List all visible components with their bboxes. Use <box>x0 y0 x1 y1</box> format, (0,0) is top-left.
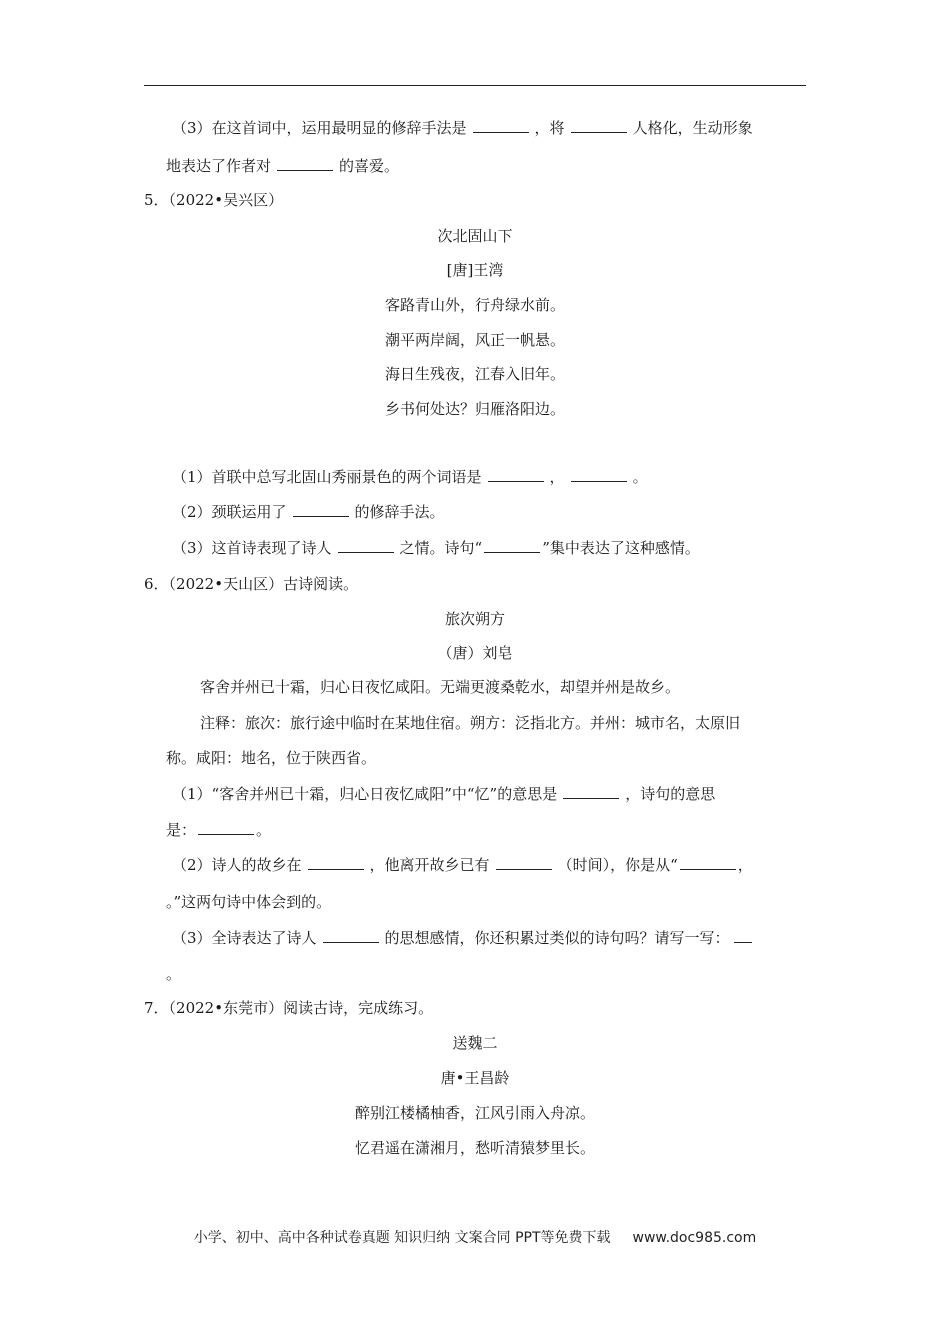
answer-blank[interactable] <box>293 502 349 517</box>
answer-blank[interactable] <box>563 784 619 799</box>
q6-item3-line2: 。 <box>166 965 182 983</box>
q6-poem-author: （唐）刘皂 <box>437 644 513 662</box>
footer-text: 小学、初中、高中各种试卷真题 知识归纳 文案合同 PPT等免费下载 <box>193 1230 611 1246</box>
answer-blank[interactable] <box>277 156 333 171</box>
q6-item2-line1: （2）诗人的故乡在 ，他离开故乡已有 （时间），你是从“ ， <box>172 856 753 874</box>
answer-blank[interactable] <box>323 928 379 943</box>
q5-poem-author: [唐]王湾 <box>446 261 504 279</box>
q6-item1-line1: （1）“客舍并州已十霜，归心日夜忆咸阳”中“忆”的意思是 ，诗句的意思 <box>172 785 716 803</box>
q6-item3-line1: （3）全诗表达了诗人 的思想感情，你还积累过类似的诗句吗？请写一写： <box>172 928 752 948</box>
q5-poem-line: 海日生残夜，江春入旧年。 <box>384 365 565 383</box>
q6-item1-line2: 是： 。 <box>166 821 272 839</box>
q5-header: 5．（2022•吴兴区） <box>144 191 284 209</box>
answer-blank[interactable] <box>680 855 736 870</box>
q5-item1: （1）首联中总写北固山秀丽景色的两个词语是 ， 。 <box>172 468 648 486</box>
q6-poem-title: 旅次朔方 <box>444 610 505 628</box>
q6-note-line1: 注释：旅次：旅行途中临时在某地住宿。朔方：泛指北方。并州：城市名，太原旧 <box>200 714 741 732</box>
q5-poem-line: 乡书何处达？归雁洛阳边。 <box>384 400 565 418</box>
answer-blank[interactable] <box>571 467 627 482</box>
q7-poem-title: 送魏二 <box>452 1034 498 1052</box>
q5-poem-title: 次北固山下 <box>437 227 513 245</box>
q7-poem-author: 唐•王昌龄 <box>440 1069 510 1087</box>
answer-blank[interactable] <box>496 855 552 870</box>
answer-blank[interactable] <box>484 538 540 553</box>
q4-item3-line1: （3）在这首词中，运用最明显的修辞手法是 ，将 人格化，生动形象 <box>172 119 753 137</box>
q5-item2: （2）颈联运用了 的修辞手法。 <box>172 503 445 521</box>
footer-url[interactable]: www.doc985.com <box>632 1230 757 1246</box>
q5-poem-line: 客路青山外，行舟绿水前。 <box>384 296 565 314</box>
q5-item3: （3）这首诗表现了诗人 之情。诗句“ ”集中表达了这种感情。 <box>172 539 700 557</box>
answer-blank[interactable] <box>198 820 254 835</box>
answer-blank[interactable] <box>338 538 394 553</box>
answer-blank[interactable] <box>571 118 627 133</box>
q7-poem-line: 忆君遥在潇湘月，愁听清猿梦里长。 <box>354 1139 595 1157</box>
q6-item2-line2: 。”这两句诗中体会到的。 <box>166 893 332 911</box>
q6-note-line2: 称。咸阳：地名，位于陕西省。 <box>166 749 377 767</box>
header-rule <box>144 85 806 86</box>
q6-poem-text: 客舍并州已十霜，归心日夜忆咸阳。无端更渡桑乾水，却望并州是故乡。 <box>200 678 681 696</box>
answer-blank[interactable] <box>308 855 364 870</box>
q7-poem-line: 醉别江楼橘柚香，江风引雨入舟凉。 <box>354 1104 595 1122</box>
answer-blank[interactable] <box>488 467 544 482</box>
page-footer <box>0 1227 950 1247</box>
q7-header: 7．（2022•东莞市）阅读古诗，完成练习。 <box>144 999 434 1017</box>
q6-header: 6．（2022•天山区）古诗阅读。 <box>144 575 359 593</box>
answer-blank[interactable] <box>473 118 529 133</box>
q5-poem-line: 潮平两岸阔，风正一帆悬。 <box>384 331 565 349</box>
q4-item3-line2: 地表达了作者对 的喜爱。 <box>166 157 400 175</box>
answer-blank[interactable] <box>734 928 752 943</box>
